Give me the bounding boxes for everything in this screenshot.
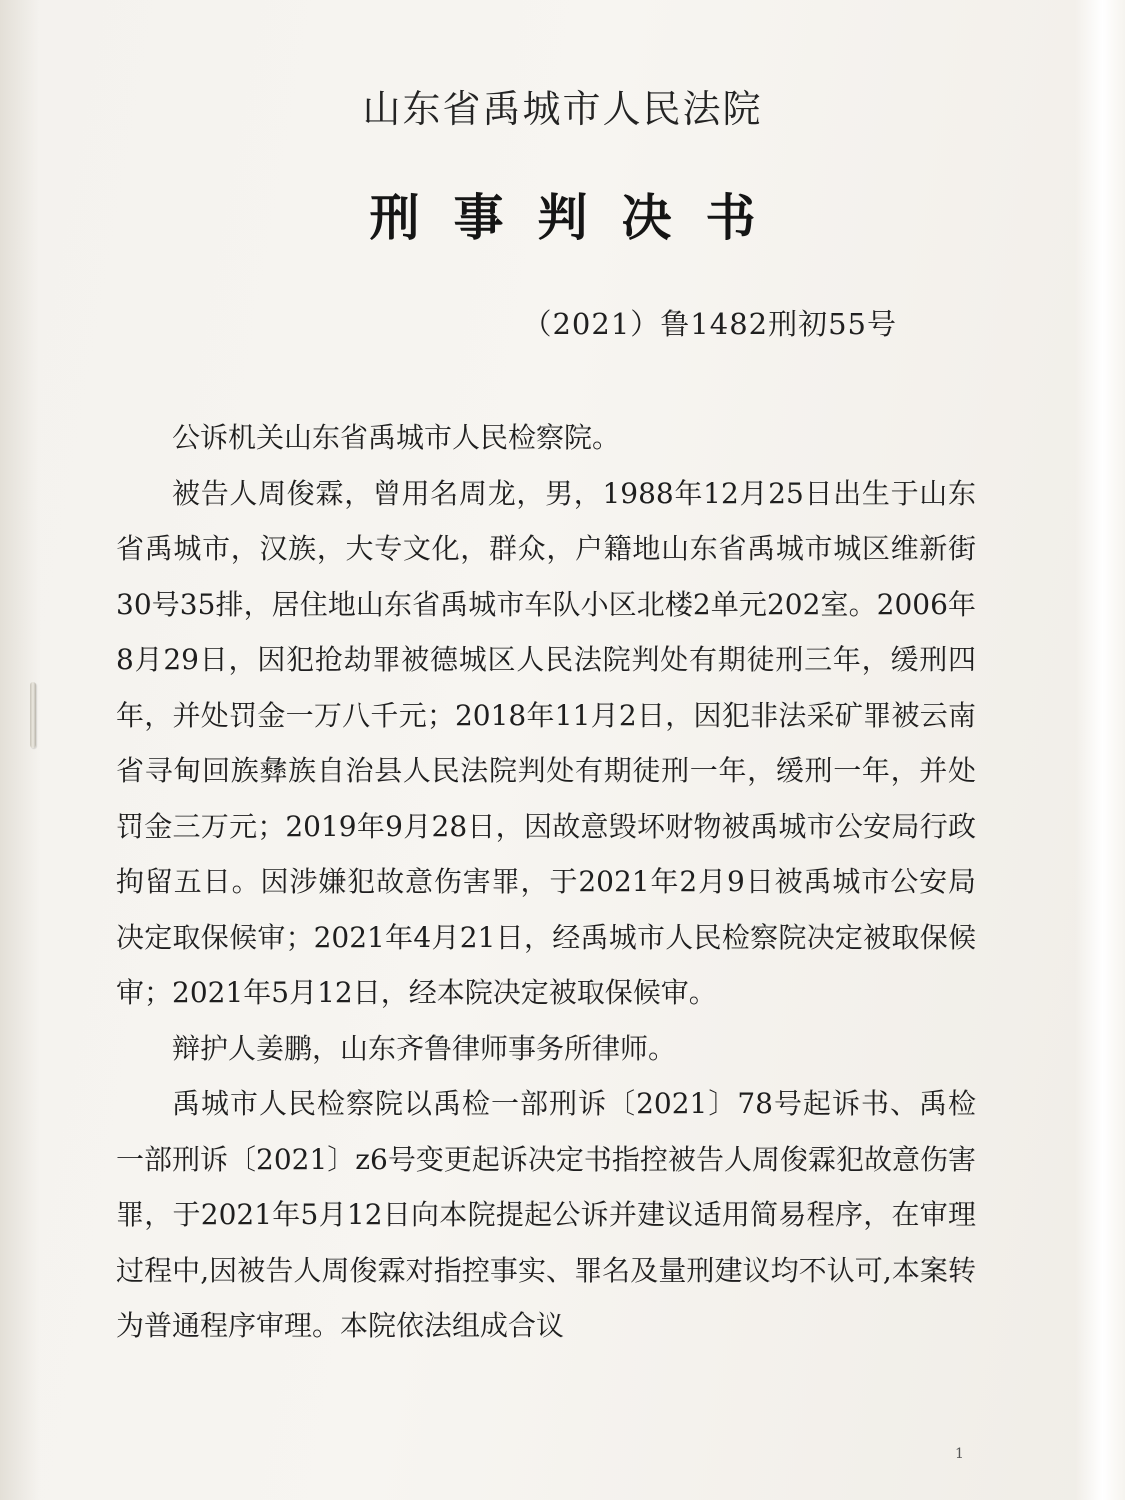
document-title: 刑事判决书 <box>369 188 790 247</box>
page-number: 1 <box>955 1446 964 1462</box>
case-number: （2021）鲁1482刑初55号 <box>522 307 897 341</box>
staple-icon <box>30 682 36 748</box>
judgment-body <box>116 410 976 1354</box>
paragraph-defendant: 被告人周俊霖，曾用名周龙，男，1988年12月25日出生于山东省禹城市，汉族，大专文化，群众，户籍地山东省禹城市城区维新街30号35排，居住地山东省禹城市车队小区北楼2单元202室。2006年8月29日，因犯抢劫罪被德城区人民法院判处有期徒刑三年，缓刑四年，并处罚金一万八千元；2018年11月2日，因犯非法采矿罪被云南省寻甸回族彝族自治县人民法院判处有期徒刑一年，缓刑一年，并处罚金三万元；2019年9月28日，因故意毁坏财物被禹城市公安局行政拘留五日。因涉嫌犯故意伤害罪，于2021年2月9日被禹城市公安局决定取保候审；2021年4月21日，经禹城市人民检察院决定被取保候审；2021年5月12日，经本院决定被取保候审。 <box>116 476 976 1009</box>
paragraph-defender: 辩护人姜鹏，山东齐鲁律师事务所律师。 <box>172 1031 677 1065</box>
paragraph-indictment: 禹城市人民检察院以禹检一部刑诉〔2021〕78号起诉书、禹检一部刑诉〔2021〕z6号变更起诉决定书指控被告人周俊霖犯故意伤害罪，于2021年5月12日向本院提起公诉并建议适用简易程序，在审理过程中,因被告人周俊霖对指控事实、罪名及量刑建议均不认可,本案转为普通程序审理。本院依法组成合议 <box>116 1087 976 1342</box>
paragraph-prosecutor: 公诉机关山东省禹城市人民检察院。 <box>172 421 621 454</box>
court-name: 山东省禹城市人民法院 <box>362 87 763 131</box>
